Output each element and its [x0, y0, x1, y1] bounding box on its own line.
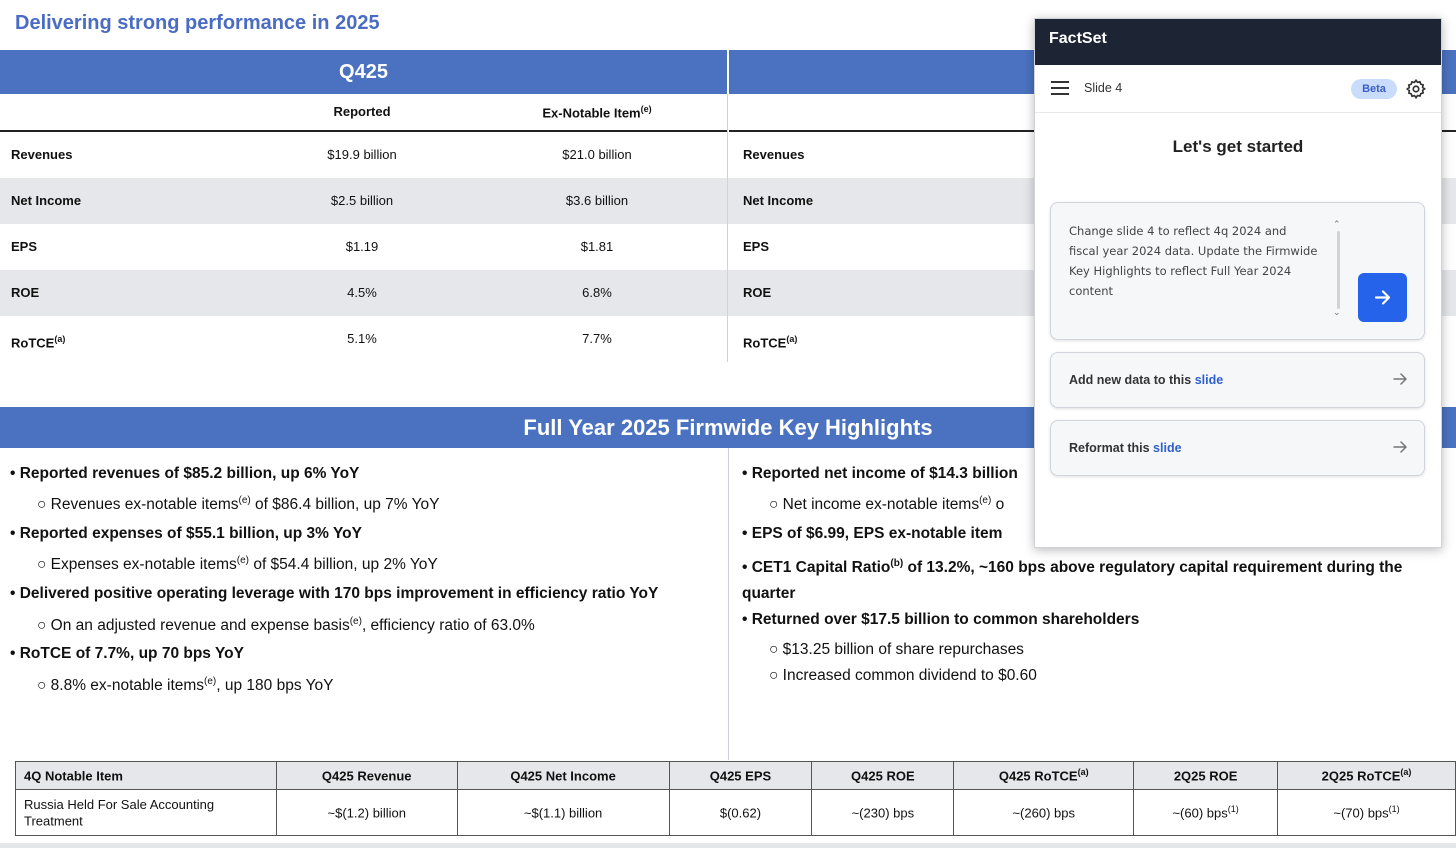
prompt-box [1050, 202, 1425, 340]
bullet: • CET1 Capital Ratio$^{(b)}$ of 13.2%, ~160 bps above regulatory capital requirement during the quarter [742, 558, 1403, 603]
panel-brand: FactSet [1035, 19, 1441, 65]
factset-panel [1034, 18, 1442, 548]
bullet: • RoTCE of 7.7%, up 70 bps YoY [10, 645, 244, 662]
bullet: • Reported net income of $14.3 billion [742, 465, 1018, 482]
table-cell: ~$(1.1) billion [457, 790, 669, 836]
sub-bullet: ○ 8.8% ex-notable items$^{(e)}$, up 180 bps YoY [37, 676, 334, 695]
beta-badge: Beta [1351, 79, 1397, 99]
metric-ex: $1.81 [580, 239, 614, 254]
q425-band: Q425 [0, 50, 727, 94]
sub-bullet: ○ $13.25 billion of share repurchases [769, 641, 1024, 658]
table-cell: ~(260) bps [954, 790, 1134, 836]
panel-heading: Let's get started [1172, 137, 1304, 156]
table-header: Q425 RoTCE$^{(a)}$ [954, 762, 1134, 790]
right-metric-label: Net Income [743, 193, 814, 208]
right-metric-label: ROE [743, 285, 772, 300]
metric-ex: $3.6 billion [565, 193, 629, 208]
table-cell: ~(230) bps [812, 790, 954, 836]
arrow-right-icon [1392, 439, 1408, 455]
action-label: Reformat this slide [1069, 441, 1182, 455]
sub-bullet: ○ Expenses ex-notable items$^{(e)}$ of $54.4 billion, up 2% YoY [37, 555, 438, 574]
sub-bullet: ○ On an adjusted revenue and expense basis$^{(e)}$, efficiency ratio of 63.0% [37, 616, 535, 635]
col-ex-notable: Ex-Notable Item$^{(e)}$ [542, 104, 652, 121]
gear-icon[interactable] [1405, 78, 1427, 100]
table-header-row [16, 762, 1456, 790]
metric-ex: 7.7% [582, 331, 612, 346]
reformat-slide-button[interactable] [1050, 420, 1425, 476]
table-cell: ~$(1.2) billion [276, 790, 457, 836]
metric-reported: $19.9 billion [327, 147, 397, 162]
table-cell: $(0.62) [669, 790, 812, 836]
bullet: • Returned over $17.5 billion to common shareholders [742, 611, 1140, 628]
table-header: Q425 Revenue [276, 762, 457, 790]
metric-ex: 6.8% [582, 285, 612, 300]
table-header: 4Q Notable Item [16, 762, 277, 790]
scroll-up-icon[interactable]: ⌃ [1333, 219, 1341, 229]
bullet: • Reported revenues of $85.2 billion, up 6% YoY [10, 465, 360, 482]
menu-icon[interactable] [1051, 81, 1069, 95]
right-metric-label: RoTCE$^{(a)}$ [743, 334, 798, 351]
bullet: • EPS of $6.99, EPS ex-notable item [742, 525, 1003, 542]
sub-bullet: ○ Revenues ex-notable items$^{(e)}$ of $86.4 billion, up 7% YoY [37, 495, 440, 514]
right-metric-label: Revenues [743, 147, 805, 162]
metric-ex: $21.0 billion [562, 147, 632, 162]
metric-label: RoTCE$^{(a)}$ [11, 334, 66, 351]
notable-items-table [15, 761, 1456, 836]
highlights-divider [728, 448, 729, 760]
arrow-right-icon [1358, 273, 1407, 322]
bullet: • Reported expenses of $55.1 billion, up 3% YoY [10, 525, 362, 542]
metric-label: Revenues [11, 147, 73, 162]
metric-reported: 5.1% [347, 331, 377, 346]
table-header: Q425 EPS [669, 762, 812, 790]
prompt-scrollbar[interactable] [1337, 231, 1340, 309]
metric-label: EPS [11, 239, 38, 254]
slide-title: Delivering strong performance in 2025 [15, 12, 380, 34]
table-row [16, 790, 1456, 836]
table-header: 2Q25 ROE [1134, 762, 1278, 790]
metric-label: Net Income [11, 193, 82, 208]
table-cell: ~(70) bps$^{(1)}$ [1278, 790, 1456, 836]
col-reported: Reported [333, 104, 391, 119]
metric-label: ROE [11, 285, 40, 300]
table-cell: ~(60) bps$^{(1)}$ [1134, 790, 1278, 836]
action-label: Add new data to this slide [1069, 373, 1224, 387]
send-button[interactable] [1358, 273, 1407, 322]
slide-label: Slide 4 [1084, 81, 1123, 95]
table-header: 2Q25 RoTCE$^{(a)}$ [1278, 762, 1456, 790]
bullet: • Delivered positive operating leverage with 170 bps improvement in efficiency ratio YoY [10, 585, 659, 602]
metric-reported: $2.5 billion [330, 193, 394, 208]
highlights-title: Full Year 2025 Firmwide Key Highlights [0, 407, 1456, 448]
sub-bullet: ○ Net income ex-notable items$^{(e)}$ o [769, 495, 1005, 514]
right-metric-label: EPS [743, 239, 770, 254]
metric-reported: $1.19 [345, 239, 379, 254]
table-header: Q425 ROE [812, 762, 954, 790]
table-divider [727, 94, 728, 362]
prompt-input[interactable] [1069, 221, 1319, 311]
table-header: Q425 Net Income [457, 762, 669, 790]
scroll-down-icon[interactable]: ⌄ [1333, 307, 1341, 317]
metric-reported: 4.5% [347, 285, 377, 300]
arrow-right-icon [1392, 371, 1408, 387]
sub-bullet: ○ Increased common dividend to $0.60 [769, 667, 1037, 684]
bottom-strip [0, 843, 1456, 848]
panel-toolbar [1035, 65, 1441, 113]
table-cell: Russia Held For Sale Accounting Treatment [16, 790, 277, 836]
add-data-button[interactable] [1050, 352, 1425, 408]
